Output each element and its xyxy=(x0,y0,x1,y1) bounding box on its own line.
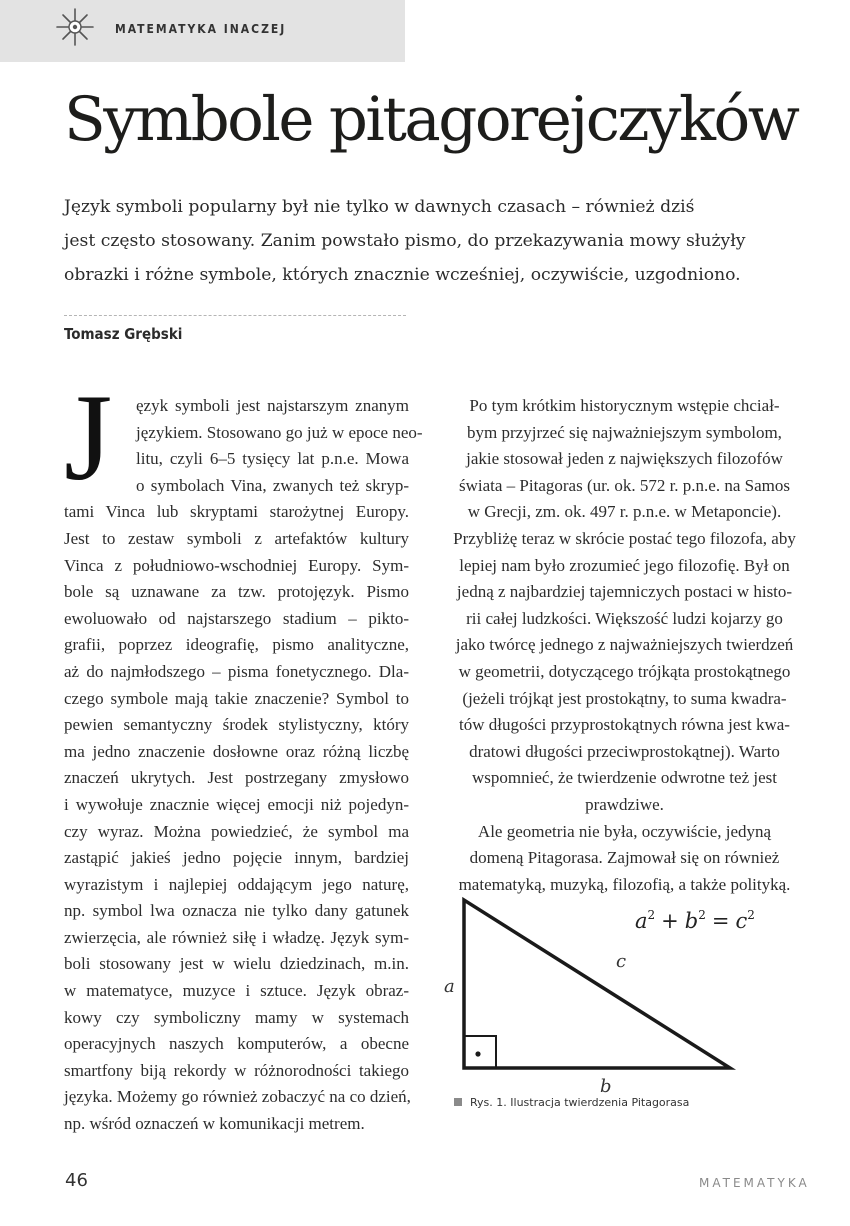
text-line: operacyjnych naszych komputerów, a obecne xyxy=(64,1034,409,1054)
text-line: Jest to zestaw symboli z artefaktów kultury xyxy=(64,528,409,548)
lead-line: Język symboli popularny był nie tylko w dawnych czasach – również dziś xyxy=(64,197,695,217)
pythagoras-figure xyxy=(430,890,790,1110)
section-header xyxy=(0,0,405,62)
text-line: grafii, poprzez ideografię, pismo analityczne, xyxy=(64,635,409,655)
sparkle-icon xyxy=(52,4,98,50)
text-line: pewien semantyczny środek stylistyczny, który xyxy=(64,715,409,735)
text-line: kowy czy symboliczny mamy w systemach xyxy=(64,1007,409,1027)
right-column xyxy=(453,393,796,898)
text-line: wyrazistym i najlepiej oddającym jego naturę, xyxy=(64,874,409,894)
text-line: zastąpić jakieś jedno pojęcie innym, bardziej xyxy=(64,848,409,868)
text-line: świata – Pitagoras (ur. ok. 572 r. p.n.e. na Samos xyxy=(459,475,790,495)
formula xyxy=(635,908,755,933)
text-line: ewoluowało od najstarszego stadium – pikto- xyxy=(64,608,409,628)
text-line: lepiej nam było zrozumieć jego filozofię. Był on xyxy=(459,555,790,575)
text-line: ma jedno znaczenie dosłowne oraz różną liczbę xyxy=(64,741,409,761)
caption-text: Rys. 1. Ilustracja twierdzenia Pitagorasa xyxy=(470,1096,690,1109)
section-label: MATEMATYKA INACZEJ xyxy=(115,22,287,36)
text-line: Vinca z południowo-wschodniej Europy. Sym- xyxy=(64,555,409,575)
text-line: bym przyjrzeć się najważniejszym symbolom, xyxy=(467,422,782,442)
formula-exp: 2 xyxy=(747,908,755,922)
text-line: ęzyk symboli jest najstarszym znanym xyxy=(136,396,409,415)
text-line: prawdziwe. xyxy=(585,794,664,814)
figure-caption xyxy=(454,1096,689,1109)
text-line: litu, czyli 6–5 tysięcy lat p.n.e. Mowa xyxy=(136,449,409,469)
text-line: w geometrii, dotyczącego trójkąta prostokątnego xyxy=(458,661,791,681)
text-line: jakie stosował jeden z największych filozofów xyxy=(466,449,783,469)
text-line: smartfony biją rekordy w różnorodności takiego xyxy=(64,1060,409,1080)
text-line: zwierzęcia, ale również siłę i władzę. Język sym- xyxy=(64,927,409,947)
text-line: jako twórcę jednego z najważniejszych twierdzeń xyxy=(455,635,794,655)
right-angle-dot xyxy=(475,1051,480,1056)
caption-marker xyxy=(454,1098,462,1106)
label-c: c xyxy=(616,951,627,972)
text-line: w matematyce, muzyce i sztuce. Język obraz- xyxy=(64,981,409,1001)
text-line: Ale geometria nie była, oczywiście, jedyną xyxy=(477,821,772,841)
formula-exp: 2 xyxy=(698,908,706,922)
text-line: czy wyraz. Można powiedzieć, że symbol ma xyxy=(64,821,409,841)
label-b: b xyxy=(600,1076,612,1097)
text-line: językiem. Stosowano go już w epoce neo- xyxy=(136,422,423,442)
text-line: tami Vinca lub skryptami starożytnej Europy. xyxy=(64,502,409,522)
article-title: Symbole pitagorejczyków xyxy=(64,84,798,155)
divider xyxy=(64,315,406,316)
page-number: 46 xyxy=(65,1170,88,1191)
right-angle-marker xyxy=(464,1036,496,1068)
text-line: aż do najmłodszego – pisma fonetycznego. Dla- xyxy=(64,661,409,681)
formula-exp: 2 xyxy=(647,908,656,922)
drop-cap: J xyxy=(64,369,113,506)
text-line: rii całej ludzkości. Większość ludzi kojarzy go xyxy=(466,608,783,628)
text-line: domeną Pitagorasa. Zajmował się on również xyxy=(469,848,780,868)
formula-c: c xyxy=(735,909,748,933)
lead-line: obrazki i różne symbole, których znacznie wcześniej, oczywiście, uzgodniono. xyxy=(64,265,741,285)
formula-eq: = xyxy=(711,909,730,933)
lead-line: jest często stosowany. Zanim powstało pismo, do przekazywania mowy służyły xyxy=(64,231,746,251)
text-line: znaczeń ukrytych. Jest postrzegany zmysłowo xyxy=(64,768,409,788)
text-line: np. symbol lwa oznacza nie tylko dany gatunek xyxy=(64,901,409,921)
text-line: czego symbole mają takie znaczenie? Symbol to xyxy=(64,688,409,708)
text-line: Przybliżę teraz w skrócie postać tego filozofa, aby xyxy=(453,528,796,548)
text-line: Po tym krótkim historycznym wstępie chciał- xyxy=(469,396,780,415)
text-line: matematyką, muzyką, filozofią, a także polityką. xyxy=(458,874,791,894)
text-line: w Grecji, zm. ok. 497 r. p.n.e. w Metaponcie). xyxy=(467,502,782,522)
text-line: wspomnieć, że twierdzenie odwrotne też jest xyxy=(472,768,777,788)
text-line: tów długości przyprostokątnych równa jest kwa- xyxy=(459,715,790,735)
label-a: a xyxy=(444,976,455,997)
text-line: dratowi długości przeciwprostokątnej). Warto xyxy=(469,741,780,761)
formula-b: b xyxy=(684,909,699,933)
article-lead xyxy=(64,190,804,292)
text-line: i wywołuje znacznie więcej emocji niż pojedyn- xyxy=(64,794,409,814)
text-line: (jeżeli trójkąt jest prostokątny, to suma kwadra- xyxy=(462,688,787,708)
formula-a: a xyxy=(635,909,648,933)
magazine-name: MATEMATYKA xyxy=(699,1176,810,1190)
text-line: boli stosowany jest w wielu dziedzinach, m.in. xyxy=(64,954,409,974)
left-column xyxy=(64,393,423,1138)
text-line: o symbolach Vina, zwanych też skryp- xyxy=(136,475,409,495)
text-line: bole są uznawane za tzw. protojęzyk. Pismo xyxy=(64,582,409,602)
text-line: języka. Możemy go również zobaczyć na co dzień, xyxy=(64,1087,411,1107)
text-line: jedną z najbardziej tajemniczych postaci w histo- xyxy=(456,582,793,602)
text-line: np. wśród oznaczeń w komunikacji metrem. xyxy=(64,1114,365,1134)
formula-plus: + xyxy=(661,909,679,933)
author-name: Tomasz Grębski xyxy=(64,325,183,343)
